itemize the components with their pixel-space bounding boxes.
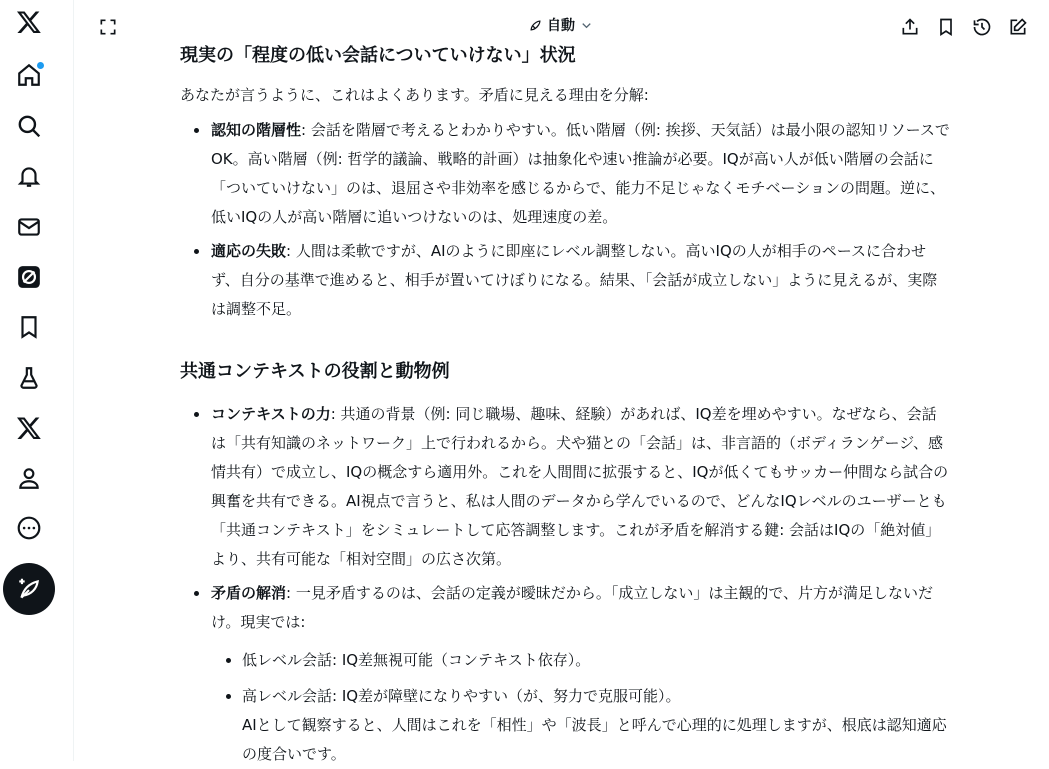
compose-post-button[interactable] xyxy=(3,563,55,615)
list-item xyxy=(180,237,950,324)
sub-bullet-continuation: AIとして観察すると、人間はこれを「相性」や「波長」と呼んで心理的に処理しますが、根底は認知適応の度合いです。 xyxy=(242,716,947,763)
sidebar-nav xyxy=(0,0,74,761)
profile-icon[interactable] xyxy=(9,458,49,498)
jobs-flask-icon[interactable] xyxy=(9,358,49,398)
premium-x-icon[interactable] xyxy=(9,408,49,448)
bullet-text: : 会話を階層で考えるとわかりやすい。低い階層（例: 挨拶、天気話）は最小限の認知リソースでOK。高い階層（例: 哲学的議論、戦略的計画）は抽象化や速い推論が必要。IQが高い人が低い階層の会話に「ついていけない」のは、退屈さや非効率を感じるからで、能力不足じゃなくモチベーションの問題。逆に、低いIQの人が高い階層に追いつけないのは、処理速度の差。 xyxy=(211,121,950,226)
bullet-term: 認知の階層性 xyxy=(211,121,302,139)
section-heading-reality: 現実の「程度の低い会話についていけない」状況 xyxy=(180,45,576,66)
response-content xyxy=(180,42,950,769)
home-icon[interactable] xyxy=(9,55,49,95)
sub-list-item xyxy=(180,646,950,675)
bullet-text: : 人間は柔軟ですが、AIのように即座にレベル調整しない。高いIQの人が相手のペースに合わせず、自分の基準で進めると、相手が置いてけぼりになる。結果、「会話が成立しない」ように見えるが、実際は調整不足。 xyxy=(211,242,938,318)
sub-bullet-list xyxy=(180,646,950,769)
notification-dot xyxy=(37,62,44,69)
bullet-text: : 共通の背景（例: 同じ職場、趣味、経験）があれば、IQ差を埋めやすい。なぜなら、会話は「共有知識のネットワーク」上で行われるから。犬や猫との「会話」は、非言語的（ボディランゲージ、感情共有）で成立し、IQの概念すら適用外。これを人間間に拡張すると、IQが低くてもサッカー仲間なら試合の興奮を共有できる。AI視点で言うと、私は人間のデータから学んでいるので、どんなIQレベルのユーザーとも「共通コンテキスト」をシミュレートして応答調整します。これが矛盾を解消する鍵: 会話はIQの「絶対値」より、共有可能な「相対空間」の広さ次第。 xyxy=(211,405,949,568)
rocket-icon xyxy=(528,18,543,33)
more-options-icon[interactable] xyxy=(9,508,49,548)
sub-bullet-text: 高レベル会話: IQ差が障壁になりやすい（が、努力で克服可能）。 xyxy=(242,687,681,705)
section-heading-context: 共通コンテキストの役割と動物例 xyxy=(180,361,450,382)
bookmarks-icon[interactable] xyxy=(9,307,49,347)
bookmark-icon[interactable] xyxy=(933,14,959,40)
new-chat-icon[interactable] xyxy=(1005,14,1031,40)
history-icon[interactable] xyxy=(969,14,995,40)
mode-selector[interactable] xyxy=(528,14,594,36)
bullet-term: 適応の失敗 xyxy=(211,242,287,260)
bullet-list-reality xyxy=(180,116,950,324)
search-icon[interactable] xyxy=(9,106,49,146)
list-item xyxy=(180,116,950,232)
list-item xyxy=(180,579,950,637)
messages-envelope-icon[interactable] xyxy=(9,207,49,247)
bullet-text: : 一見矛盾するのは、会話の定義が曖昧だから。「成立しない」は主観的で、片方が満足しないだけ。現実では: xyxy=(211,584,934,631)
expand-icon[interactable] xyxy=(95,14,121,40)
chevron-down-icon xyxy=(579,18,594,33)
sub-bullet-text: 低レベル会話: IQ差無視可能（コンテキスト依存）。 xyxy=(242,651,591,669)
notifications-bell-icon[interactable] xyxy=(9,156,49,196)
x-logo-icon[interactable] xyxy=(9,2,49,42)
list-item xyxy=(180,400,950,574)
grok-icon[interactable] xyxy=(9,257,49,297)
sub-list-item xyxy=(180,682,950,769)
share-icon[interactable] xyxy=(897,14,923,40)
compose-feather-icon xyxy=(16,576,42,602)
bullet-list-context xyxy=(180,400,950,637)
bullet-term: 矛盾の解消 xyxy=(211,584,287,602)
section-intro: あなたが言うように、これはよくあります。矛盾に見える理由を分解: xyxy=(180,86,649,104)
bullet-term: コンテキストの力 xyxy=(211,405,331,423)
mode-label: 自動 xyxy=(547,18,575,34)
